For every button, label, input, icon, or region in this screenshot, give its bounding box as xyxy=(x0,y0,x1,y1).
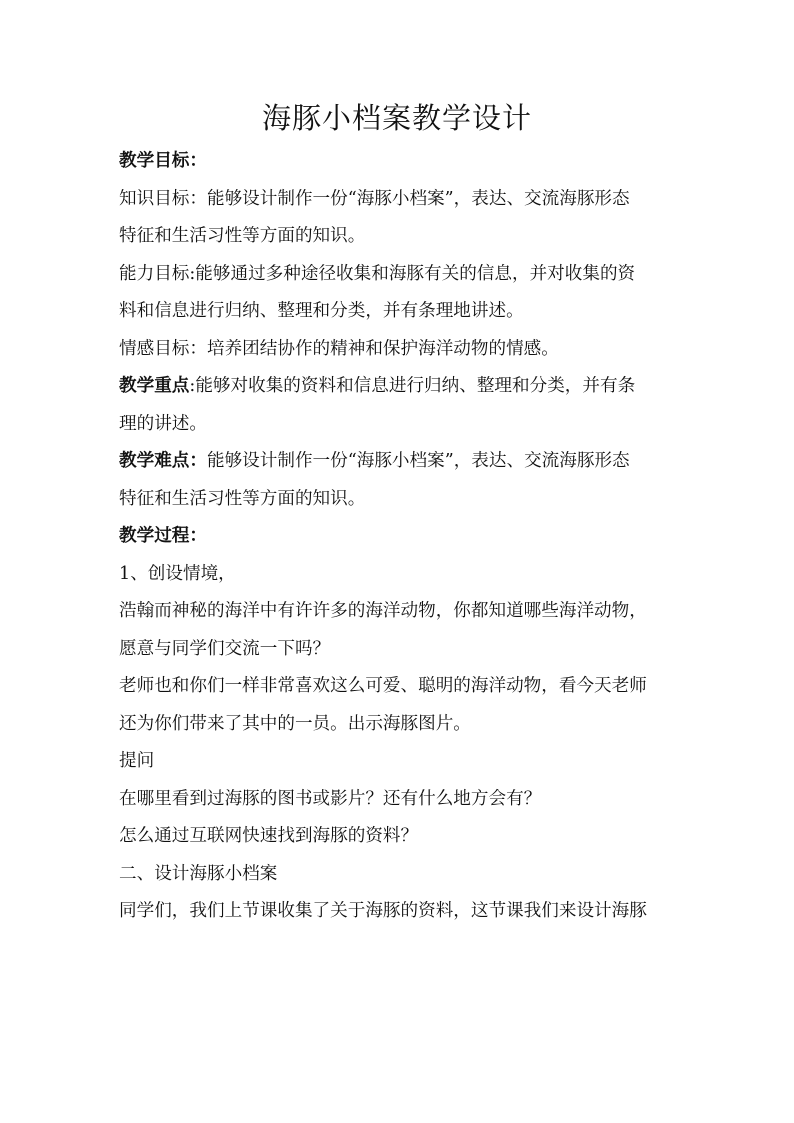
document-title: 海豚小档案教学设计 xyxy=(261,101,532,135)
paragraph-line xyxy=(119,217,679,255)
document-body xyxy=(119,142,679,930)
paragraph-line xyxy=(119,255,679,293)
paragraph-line xyxy=(119,442,679,480)
line-text: 知识目标：能够设计制作一份“海豚小档案”，表达、交流海豚形态 xyxy=(119,188,630,209)
line-text: 特征和生活习性等方面的知识。 xyxy=(119,488,366,509)
paragraph-line xyxy=(119,142,679,180)
line-text: 浩翰而神秘的海洋中有许许多的海洋动物，你都知道哪些海洋动物， xyxy=(119,601,647,621)
line-text: 1、创设情境， xyxy=(119,563,236,584)
line-text: 情感目标：培养团结协作的精神和保护海洋动物的情感。 xyxy=(119,338,559,359)
bold-label: 教学难点： xyxy=(119,450,207,471)
paragraph-line xyxy=(119,742,679,780)
line-text: 料和信息进行归纳、整理和分类，并有条理地讲述。 xyxy=(119,301,524,321)
line-text: 能力目标:能够通过多种途径收集和海豚有关的信息，并对收集的资 xyxy=(119,263,636,284)
paragraph-line xyxy=(119,780,679,818)
paragraph-line xyxy=(119,630,679,668)
bold-label: 教学过程： xyxy=(119,525,207,546)
line-text: 提问 xyxy=(119,751,155,771)
line-text: 老师也和你们一样非常喜欢这么可爱、聪明的海洋动物，看今天老师 xyxy=(119,676,647,696)
paragraph-line xyxy=(119,855,679,893)
paragraph-line xyxy=(119,705,679,743)
paragraph-line xyxy=(119,892,679,930)
line-text: 理的讲述。 xyxy=(119,413,207,434)
paragraph-line xyxy=(119,367,679,405)
paragraph-line xyxy=(119,480,679,518)
bold-label: 教学重点 xyxy=(119,375,190,396)
paragraph-line xyxy=(119,405,679,443)
paragraph-line xyxy=(119,667,679,705)
paragraph-line xyxy=(119,180,679,218)
paragraph-line xyxy=(119,292,679,330)
bold-label: 教学目标： xyxy=(119,150,207,171)
paragraph-line xyxy=(119,517,679,555)
line-text: 特征和生活习性等方面的知识。 xyxy=(119,226,366,246)
line-text: 在哪里看到过海豚的图书或影片？还有什么地方会有？ xyxy=(119,788,542,809)
line-text: 愿意与同学们交流一下吗？ xyxy=(119,638,331,659)
paragraph-line xyxy=(119,817,679,855)
line-text: 同学们，我们上节课收集了关于海豚的资料，这节课我们来设计海豚 xyxy=(119,901,647,921)
line-text: 二、设计海豚小档案 xyxy=(119,863,278,884)
paragraph-line xyxy=(119,592,679,630)
line-text: :能够对收集的资料和信息进行归纳、整理和分类，并有条 xyxy=(189,376,636,396)
paragraph-line xyxy=(119,555,679,593)
line-text: 怎么通过互联网快速找到海豚的资料？ xyxy=(119,826,419,846)
line-text: 能够设计制作一份“海豚小档案”，表达、交流海豚形态 xyxy=(206,451,630,471)
line-text: 还为你们带来了其中的一员。出示海豚图片。 xyxy=(119,713,471,734)
paragraph-line xyxy=(119,330,679,368)
